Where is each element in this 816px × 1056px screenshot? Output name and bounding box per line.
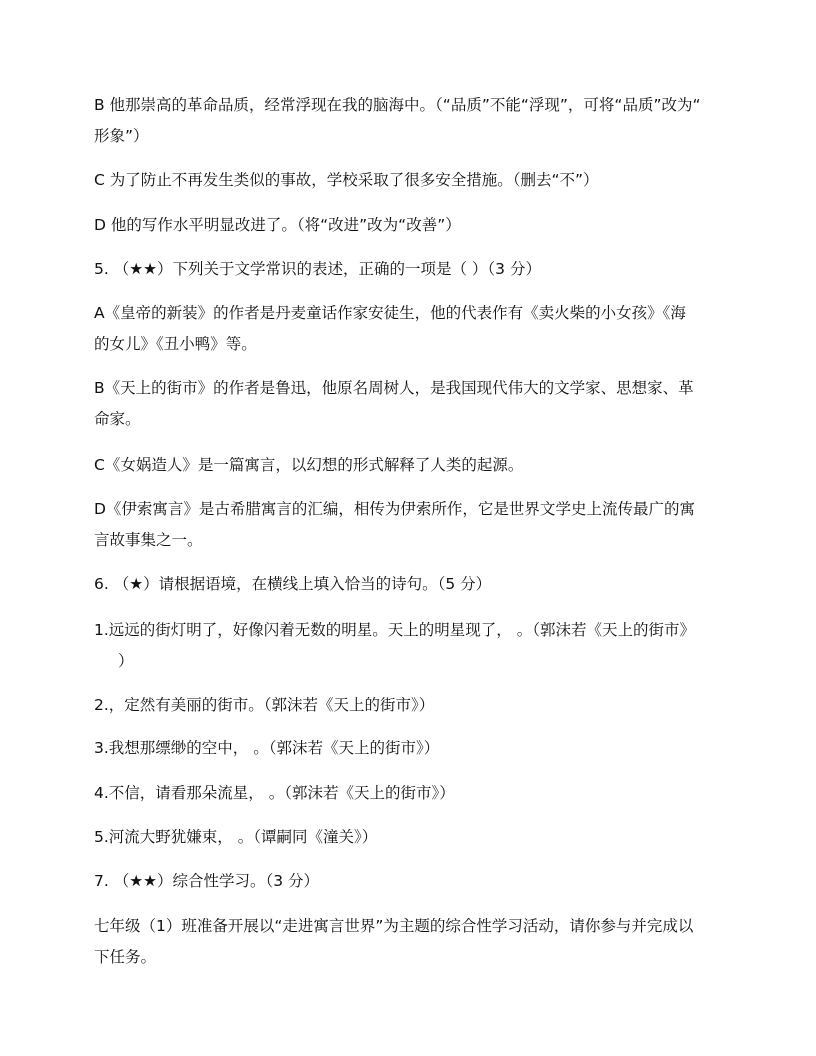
text-line: B《天上的街市》的作者是鲁迅，他原名周树人，是我国现代伟大的文学家、思想家、革: [94, 379, 694, 397]
q6-item-5: [94, 822, 724, 853]
text-line: 2.，定然有美丽的街市。（郭沫若《天上的街市》）: [94, 696, 435, 714]
text-line: 7. （★★）综合性学习。（3 分）: [94, 872, 320, 890]
text-line: 5.河流大野犹嫌束， 。（谭嗣同《潼关》）: [94, 828, 378, 846]
q6-item-2: [94, 690, 724, 721]
q6-item-4: [94, 778, 724, 809]
option-b-paragraph: [94, 90, 724, 152]
q7-description: [94, 911, 724, 973]
text-line: 1.远远的街灯明了，好像闪着无数的明星。天上的明星现了， 。（郭沫若《天上的街市》: [94, 621, 695, 639]
q5-option-b: [94, 373, 724, 435]
question-5-heading: [94, 254, 724, 285]
text-line: A《皇帝的新装》的作者是丹麦童话作家安徒生，他的代表作有《卖火柴的小女孩》《海: [94, 304, 686, 322]
option-d-paragraph: [94, 210, 724, 241]
text-line: 形象”）: [94, 127, 149, 145]
question-7-heading: [94, 866, 724, 897]
text-line: 下任务。: [94, 948, 157, 966]
text-line: B 他那崇高的革命品质，经常浮现在我的脑海中。（“品质”不能“浮现”，可将“品质”改为“: [94, 96, 701, 114]
text-line: 5. （★★）下列关于文学常识的表述，正确的一项是（ ）（3 分）: [94, 260, 541, 278]
text-line: 4.不信，请看那朵流星， 。（郭沫若《天上的街市》）: [94, 784, 455, 802]
text-line: ）: [118, 652, 134, 670]
text-line: 6. （★）请根据语境，在横线上填入恰当的诗句。（5 分）: [94, 575, 492, 593]
q6-item-1: [94, 615, 724, 677]
text-line: 3.我想那缥缈的空中， 。（郭沫若《天上的街市》）: [94, 739, 440, 757]
text-line: 言故事集之一。: [94, 531, 203, 549]
text-line: 的女儿》《丑小鸭》等。: [94, 335, 257, 353]
q6-item-3: [94, 733, 724, 764]
question-6-heading: [94, 569, 724, 600]
q5-option-c: [94, 450, 724, 481]
option-c-paragraph: [94, 165, 724, 196]
text-line: D 他的写作水平明显改进了。（将“改进”改为“改善”）: [94, 216, 461, 234]
text-line: 七年级（1）班准备开展以“走进寓言世界”为主题的综合性学习活动，请你参与并完成以: [94, 917, 694, 935]
text-line: C 为了防止不再发生类似的事故，学校采取了很多安全措施。（删去“不”）: [94, 171, 599, 189]
q5-option-a: [94, 298, 724, 360]
text-line: C《女娲造人》是一篇寓言，以幻想的形式解释了人类的起源。: [94, 456, 524, 474]
text-line: D《伊索寓言》是古希腊寓言的汇编，相传为伊索所作，它是世界文学史上流传最广的寓: [94, 500, 695, 518]
q5-option-d: [94, 494, 724, 556]
text-line: 命家。: [94, 410, 141, 428]
